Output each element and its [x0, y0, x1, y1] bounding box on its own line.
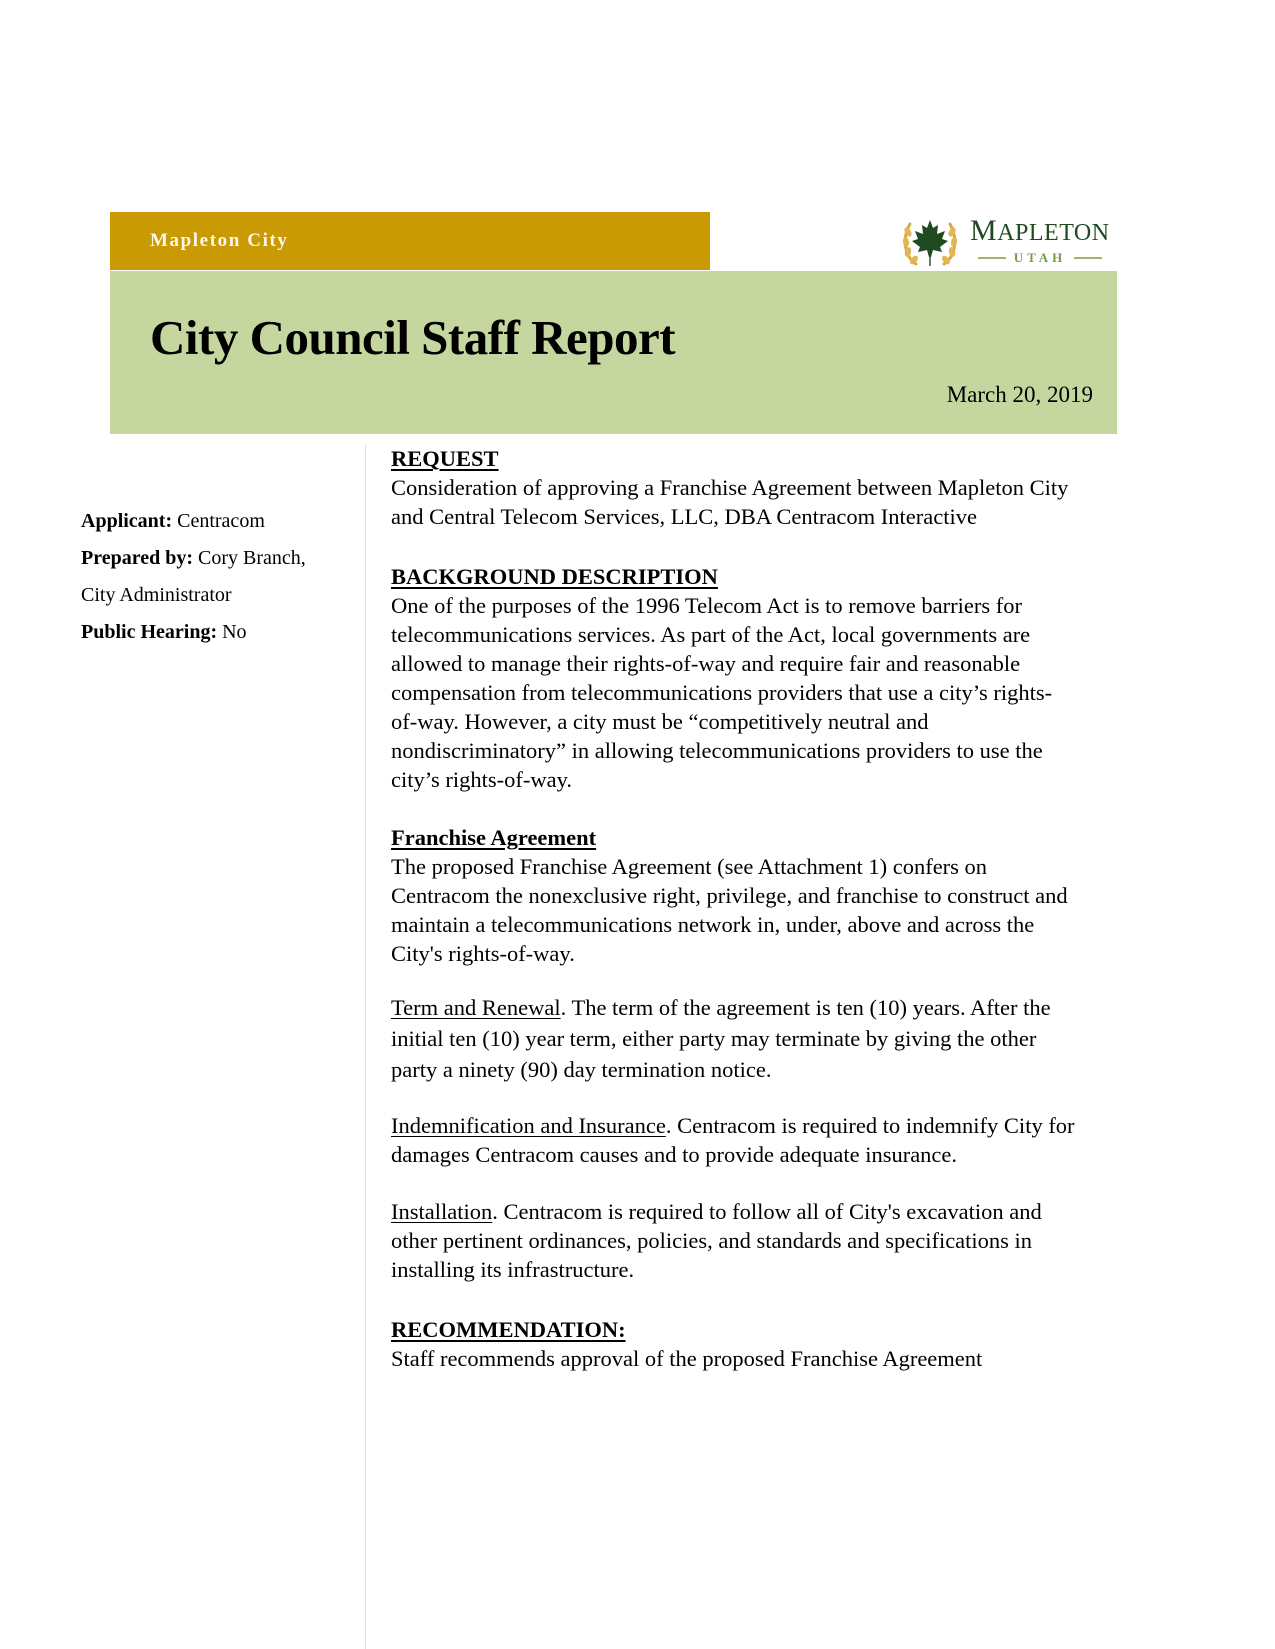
recommendation-heading: RECOMMENDATION: — [391, 1317, 626, 1342]
installation-line: installing its infrastructure. — [391, 1257, 635, 1282]
mapleton-logo — [898, 210, 1118, 272]
prepared-by-value: Cory Branch, — [198, 547, 306, 569]
term-line: Term and Renewal. The term of the agreement is ten (10) years. After the — [391, 995, 1051, 1020]
report-date: March 20, 2019 — [946, 382, 1093, 407]
term-label: Term and Renewal — [391, 995, 561, 1020]
term-line: initial ten (10) year term, either party may terminate by giving the other — [391, 1026, 1037, 1051]
org-label: Mapleton City — [150, 230, 289, 251]
background-line: allowed to manage their rights-of-way and require fair and reasonable — [391, 651, 1021, 676]
public-hearing-value: No — [222, 621, 247, 643]
franchise-line: City's rights-of-way. — [391, 941, 575, 966]
franchise-line: The proposed Franchise Agreement (see Attachment 1) confers on — [391, 854, 988, 879]
recommendation-text: Staff recommends approval of the proposed Franchise Agreement — [391, 1346, 983, 1371]
franchise-line: maintain a telecommunications network in, under, above and across the — [391, 912, 1035, 937]
page-title: City Council Staff Report — [150, 310, 676, 365]
recommendation-section — [391, 1315, 1151, 1373]
installation-label: Installation — [391, 1199, 493, 1224]
franchise-heading: Franchise Agreement — [391, 825, 597, 850]
request-line: Consideration of approving a Franchise Agreement between Mapleton City — [391, 475, 1069, 500]
background-line: One of the purposes of the 1996 Telecom Act is to remove barriers for — [391, 593, 1022, 618]
request-heading: REQUEST — [391, 446, 499, 471]
applicant-label: Applicant: — [81, 510, 173, 532]
indemnification-line: Indemnification and Insurance. Centracom is required to indemnify City for — [391, 1113, 1075, 1138]
installation-line: Installation. Centracom is required to follow all of City's excavation and — [391, 1199, 1042, 1224]
prepared-by-label: Prepared by: — [81, 547, 194, 569]
maple-leaf-wreath-icon — [898, 210, 962, 272]
franchise-line: Centracom the nonexclusive right, privilege, and franchise to construct and — [391, 883, 1068, 908]
indemnification-section — [391, 1111, 1151, 1169]
background-line: telecommunications services. As part of the Act, local governments are — [391, 622, 1031, 647]
installation-section — [391, 1197, 1151, 1284]
public-hearing-label: Public Hearing: — [81, 621, 218, 643]
indemnification-line: damages Centracom causes and to provide adequate insurance. — [391, 1142, 958, 1167]
applicant-value: Centracom — [177, 510, 265, 532]
column-divider — [365, 444, 366, 1649]
title-banner — [110, 271, 1117, 434]
logo-rule-right — [1074, 257, 1102, 259]
term-section — [391, 992, 1151, 1085]
request-line: and Central Telecom Services, LLC, DBA Centracom Interactive — [391, 504, 977, 529]
background-line: compensation from telecommunications providers that use a city’s rights- — [391, 680, 1053, 705]
franchise-section — [391, 823, 1151, 968]
logo-rule-left — [978, 257, 1006, 259]
public-hearing-row — [81, 614, 351, 651]
background-line: city’s rights-of-way. — [391, 767, 572, 792]
background-heading: BACKGROUND DESCRIPTION — [391, 564, 718, 589]
indemnification-label: Indemnification and Insurance — [391, 1113, 666, 1138]
background-line: nondiscriminatory” in allowing telecommunications providers to use the — [391, 738, 1043, 763]
prepared-by-title: City Administrator — [81, 584, 232, 606]
org-banner — [110, 212, 710, 270]
applicant-row — [81, 503, 351, 540]
report-meta-sidebar — [81, 503, 351, 651]
background-line: of-way. However, a city must be “competitively neutral and — [391, 709, 929, 734]
term-line: party a ninety (90) day termination notice. — [391, 1057, 772, 1082]
installation-line: other pertinent ordinances, policies, and standards and specifications in — [391, 1228, 1033, 1253]
request-section — [391, 444, 1151, 531]
logo-wordmark: MAPLETON — [970, 214, 1110, 247]
prepared-by-row — [81, 540, 351, 577]
logo-state: UTAH — [970, 250, 1110, 266]
background-section — [391, 562, 1151, 794]
